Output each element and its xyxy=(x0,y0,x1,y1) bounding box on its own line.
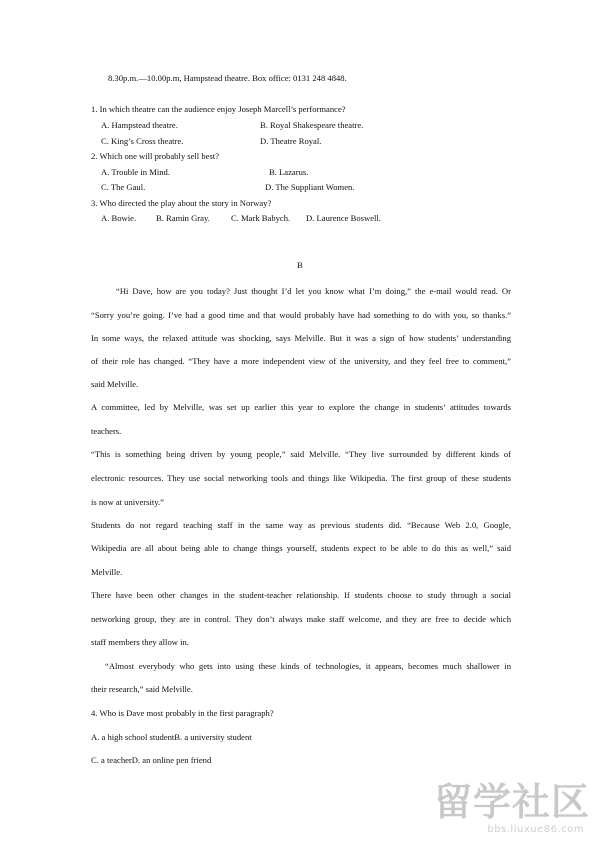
header-line: 8.30p.m.—10.00p.m, Hampstead theatre. Box office: 0131 248 4848. xyxy=(108,73,347,83)
passage-line: electronic resources. They use social networking tools and things like Wikipedia. The first group of these students xyxy=(91,473,511,483)
question-3-option-b: B. Ramin Gray. xyxy=(156,213,210,223)
passage-line: of their role has changed. “They have a more independent view of the university, and they feel free to comment,” xyxy=(91,356,511,366)
question-1-option-b: B. Royal Shakespeare theatre. xyxy=(260,120,364,130)
question-2-option-b: B. Lazarus. xyxy=(269,167,309,177)
question-1-stem: 1. In which theatre can the audience enjoy Joseph Marcell’s performance? xyxy=(91,104,346,114)
question-1-option-d: D. Theatre Royal. xyxy=(260,136,322,146)
watermark-text: 留学社区 xyxy=(433,780,590,824)
passage-line: “Almost everybody who gets into using these kinds of technologies, it appears, becomes much shallower in xyxy=(105,661,511,671)
passage-line: “This is something being driven by young people,” said Melville. “They live surrounded by different kinds of xyxy=(91,449,511,459)
question-2-option-c: C. The Gaul. xyxy=(101,182,146,192)
passage-line: There have been other changes in the student-teacher relationship. If students choose to study through a social xyxy=(91,590,511,600)
passage-line: networking group, they are in control. They don’t always make staff welcome, and they are free to decide which xyxy=(91,614,511,624)
question-3-option-c: C. Mark Babych. xyxy=(231,213,291,223)
passage-line: A committee, led by Melville, was set up earlier this year to explore the change in students’ attitudes towards xyxy=(91,402,511,412)
question-4-stem: 4. Who is Dave most probably in the first paragraph? xyxy=(91,708,274,718)
question-2-option-a: A. Trouble in Mind. xyxy=(101,167,171,177)
question-1-option-c: C. King’s Cross theatre. xyxy=(101,136,184,146)
question-3-option-d: D. Laurence Boswell. xyxy=(306,213,381,223)
question-2-stem: 2. Which one will probably sell best? xyxy=(91,151,220,161)
passage-line: Wikipedia are all about being able to change things yourself, students expect to be able to do this as well,” said xyxy=(91,543,511,553)
watermark-logo xyxy=(430,780,590,840)
passage-line: In some ways, the relaxed attitude was shocking, says Melville. But it was a sign of how students’ understanding xyxy=(91,333,511,343)
question-4-options-ab: A. a high school studentB. a university student xyxy=(91,732,252,742)
passage-line: staff members they allow in. xyxy=(91,637,189,647)
watermark-url: bbs.liuxue86.com xyxy=(487,824,584,835)
passage-line: “Sorry you’re going. I’ve had a good time and that would probably have had something to do with you, so thanks.” xyxy=(91,310,511,320)
passage-line: is now at university.” xyxy=(91,497,164,507)
question-1-option-a: A. Hampstead theatre. xyxy=(101,120,178,130)
passage-line: “Hi Dave, how are you today? Just thought I’d let you know what I’m doing,” the e-mail would read. Or xyxy=(116,286,511,296)
passage-line: teachers. xyxy=(91,426,122,436)
passage-line: Students do not regard teaching staff in the same way as previous students did. “Because Web 2.0, Google, xyxy=(91,520,511,530)
section-label: B xyxy=(297,260,303,270)
passage-line: said Melville. xyxy=(91,379,139,389)
question-3-stem: 3. Who directed the play about the story in Norway? xyxy=(91,198,272,208)
question-4-options-cd: C. a teacherD. an online pen friend xyxy=(91,755,212,765)
passage-line: their research,” said Melville. xyxy=(91,684,193,694)
question-3-option-a: A. Bowie. xyxy=(101,213,137,223)
question-2-option-d: D. The Suppliant Women. xyxy=(265,182,355,192)
passage-line: Melville. xyxy=(91,567,123,577)
